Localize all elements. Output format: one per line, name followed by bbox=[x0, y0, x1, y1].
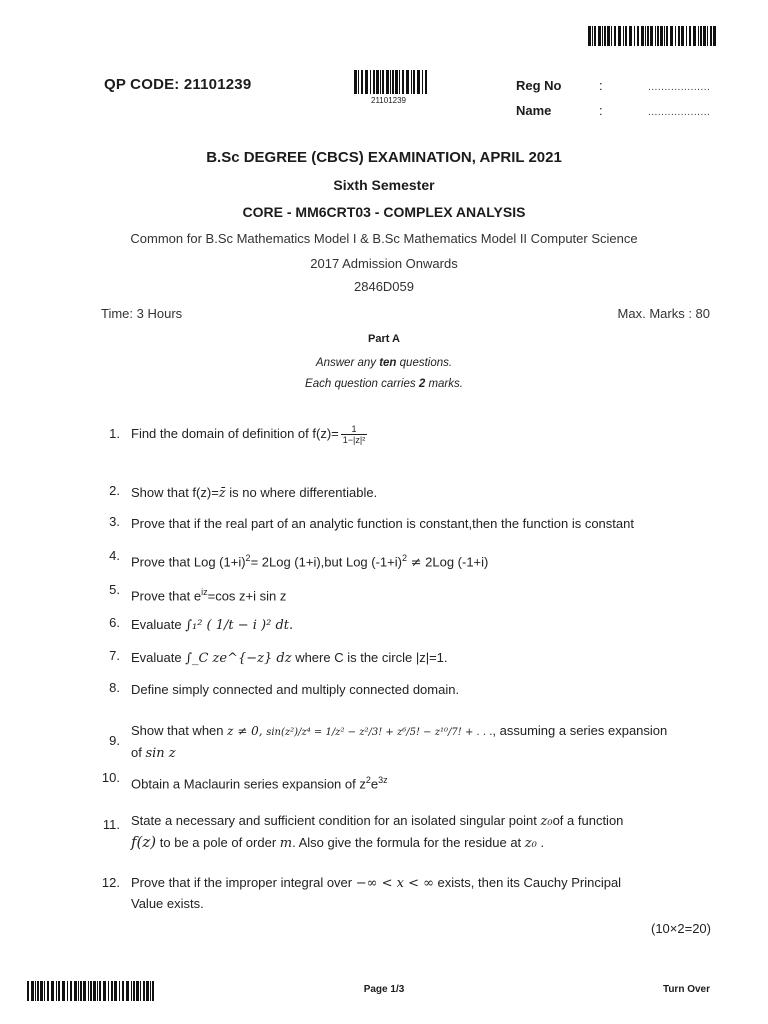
part-a-heading: Part A bbox=[368, 333, 400, 345]
contour-integral: ∫_C ze^{−z} dz bbox=[185, 651, 292, 666]
paper-code: 2846D059 bbox=[354, 279, 414, 294]
exam-title: B.Sc DEGREE (CBCS) EXAMINATION, APRIL 2021 bbox=[206, 149, 562, 166]
question-number: 5. bbox=[109, 582, 120, 597]
question-number: 7. bbox=[109, 648, 120, 663]
question-number: 9. bbox=[109, 733, 120, 748]
instruction-2: Each question carries 2 marks. bbox=[305, 378, 463, 390]
course-title: CORE - MM6CRT03 - COMPLEX ANALYSIS bbox=[242, 204, 526, 220]
integral-expression: ∫₁² ( 1/t − i )² dt. bbox=[185, 618, 294, 633]
question-number: 11. bbox=[102, 817, 120, 832]
page-number: Page 1/3 bbox=[363, 984, 405, 995]
name-colon: : bbox=[599, 103, 603, 118]
series-expansion: sin(z²)/z⁴ = 1/z² − z²/3! + z⁶/5! − z¹⁰/7! + . . . bbox=[266, 727, 493, 738]
admission-line: 2017 Admission Onwards bbox=[310, 256, 458, 271]
center-barcode bbox=[354, 70, 430, 94]
max-marks: Max. Marks : 80 bbox=[617, 306, 710, 321]
barcode-number: 21101239 bbox=[371, 96, 406, 105]
turn-over-label: Turn Over bbox=[662, 984, 710, 995]
question-number: 8. bbox=[109, 680, 120, 695]
question-number: 4. bbox=[109, 548, 120, 563]
question-number: 1. bbox=[109, 426, 120, 441]
name-label: Name bbox=[516, 103, 552, 118]
question-number: 6. bbox=[109, 615, 120, 630]
qp-code: QP CODE: 21101239 bbox=[104, 76, 252, 93]
reg-no-colon: : bbox=[599, 78, 603, 93]
question-number: 12. bbox=[101, 875, 120, 890]
top-barcode bbox=[588, 26, 718, 46]
question-number: 2. bbox=[109, 483, 120, 498]
reg-no-label: Reg No bbox=[516, 78, 562, 93]
time-allowed: Time: 3 Hours bbox=[101, 306, 183, 321]
question-number: 10. bbox=[101, 770, 120, 785]
question-number: 3. bbox=[109, 514, 120, 529]
name-blank: ................... bbox=[648, 107, 711, 118]
common-for-line: Common for B.Sc Mathematics Model I & B.Sc Mathematics Model II Computer Science bbox=[130, 231, 638, 246]
semester-title: Sixth Semester bbox=[333, 177, 435, 193]
part-a-total-marks: (10×2=20) bbox=[651, 921, 711, 936]
reg-no-blank: ................... bbox=[648, 82, 711, 93]
instruction-1: Answer any ten questions. bbox=[315, 357, 453, 369]
fraction: $\frac{1}{\text{1−|z|²}}$ bbox=[342, 424, 366, 446]
